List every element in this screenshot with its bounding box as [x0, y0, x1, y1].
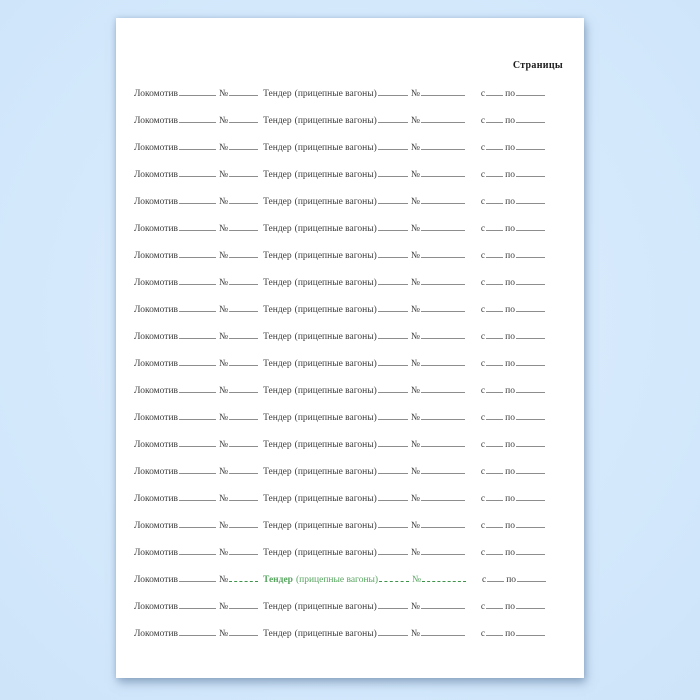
tender-label: Тендер — [263, 143, 292, 153]
form-row — [134, 513, 546, 540]
blank-line — [179, 176, 216, 177]
number-sign: № — [219, 89, 229, 99]
locomotive-label: Локомотив — [134, 575, 179, 585]
number-sign: № — [219, 521, 229, 531]
locomotive-label: Локомотив — [134, 386, 179, 396]
number-sign: № — [410, 251, 420, 261]
to-label: по — [505, 89, 515, 99]
blank-line — [422, 581, 466, 582]
tender-label: Тендер — [263, 170, 292, 180]
tender-paren-label: (прицепные вагоны) — [294, 170, 377, 180]
blank-line — [179, 284, 216, 285]
blank-line — [179, 338, 216, 339]
blank-line — [421, 635, 465, 636]
blank-line — [179, 419, 216, 420]
blank-line — [229, 149, 258, 150]
locomotive-label: Локомотив — [134, 521, 179, 531]
blank-line — [378, 122, 408, 123]
blank-line — [421, 122, 465, 123]
blank-line — [486, 608, 503, 609]
to-label: по — [505, 629, 515, 639]
number-sign: № — [219, 602, 229, 612]
form-row — [134, 621, 546, 648]
blank-line — [421, 338, 465, 339]
blank-line — [179, 554, 216, 555]
number-sign: № — [219, 224, 229, 234]
form-row — [134, 594, 546, 621]
blank-line — [517, 581, 546, 582]
number-sign: № — [410, 521, 420, 531]
blank-line — [421, 419, 465, 420]
blank-line — [516, 311, 545, 312]
to-label: по — [505, 440, 515, 450]
blank-line — [421, 230, 465, 231]
blank-line — [486, 149, 503, 150]
blank-line — [516, 203, 545, 204]
tender-paren-label: (прицепные вагоны) — [294, 224, 377, 234]
from-label: с — [480, 602, 486, 612]
form-row — [134, 108, 546, 135]
number-sign: № — [410, 170, 420, 180]
from-label: с — [480, 332, 486, 342]
to-label: по — [506, 575, 517, 585]
from-label: с — [480, 413, 486, 423]
form-row — [134, 243, 546, 270]
blank-line — [229, 500, 258, 501]
tender-paren-label: (прицепные вагоны) — [294, 629, 377, 639]
blank-line — [179, 203, 216, 204]
tender-label: Тендер — [263, 278, 292, 288]
locomotive-label: Локомотив — [134, 548, 179, 558]
number-sign: № — [219, 143, 229, 153]
number-sign: № — [410, 197, 420, 207]
tender-paren-label: (прицепные вагоны) — [294, 251, 377, 261]
blank-line — [378, 284, 408, 285]
locomotive-label: Локомотив — [134, 413, 179, 423]
number-sign: № — [410, 413, 420, 423]
to-label: по — [505, 305, 515, 315]
blank-line — [421, 446, 465, 447]
tender-paren-label: (прицепные вагоны) — [294, 116, 377, 126]
blank-line — [229, 230, 258, 231]
to-label: по — [505, 494, 515, 504]
number-sign: № — [410, 629, 420, 639]
tender-label: Тендер — [262, 575, 293, 585]
blank-line — [378, 527, 408, 528]
number-sign: № — [219, 278, 229, 288]
number-sign: № — [410, 602, 420, 612]
tender-label: Тендер — [263, 224, 292, 234]
number-sign: № — [219, 440, 229, 450]
form-row-watermarked — [134, 567, 546, 594]
to-label: по — [505, 359, 515, 369]
blank-line — [229, 581, 258, 582]
from-label: с — [482, 575, 487, 585]
blank-line — [486, 176, 503, 177]
blank-line — [516, 527, 545, 528]
blank-line — [516, 419, 545, 420]
tender-label: Тендер — [263, 467, 292, 477]
form-row — [134, 324, 546, 351]
blank-line — [378, 365, 408, 366]
blank-line — [516, 176, 545, 177]
tender-paren-label: (прицепные вагоны) — [294, 305, 377, 315]
tender-paren-label: (прицепные вагоны) — [294, 467, 377, 477]
locomotive-label: Локомотив — [134, 170, 179, 180]
blank-line — [421, 473, 465, 474]
blank-line — [486, 365, 503, 366]
blank-line — [486, 554, 503, 555]
to-label: по — [505, 521, 515, 531]
tender-paren-label: (прицепные вагоны) — [294, 197, 377, 207]
locomotive-label: Локомотив — [134, 467, 179, 477]
blank-line — [229, 635, 258, 636]
locomotive-label: Локомотив — [134, 629, 179, 639]
blank-line — [229, 365, 258, 366]
blank-line — [516, 446, 545, 447]
blank-line — [516, 500, 545, 501]
form-row — [134, 270, 546, 297]
blank-line — [486, 257, 503, 258]
blank-line — [516, 95, 545, 96]
blank-line — [179, 500, 216, 501]
blank-line — [516, 257, 545, 258]
blank-line — [516, 338, 545, 339]
blank-line — [179, 365, 216, 366]
form-row — [134, 486, 546, 513]
tender-paren-label: (прицепные вагоны) — [294, 440, 377, 450]
blank-line — [516, 635, 545, 636]
blank-line — [179, 446, 216, 447]
blank-line — [486, 95, 503, 96]
form-row — [134, 459, 546, 486]
form-row — [134, 216, 546, 243]
blank-line — [378, 149, 408, 150]
blank-line — [229, 419, 258, 420]
blank-line — [516, 608, 545, 609]
from-label: с — [480, 278, 486, 288]
locomotive-label: Локомотив — [134, 494, 179, 504]
to-label: по — [505, 386, 515, 396]
number-sign: № — [219, 413, 229, 423]
blank-line — [229, 311, 258, 312]
blank-line — [486, 338, 503, 339]
from-label: с — [480, 305, 486, 315]
from-label: с — [480, 359, 486, 369]
blank-line — [516, 365, 545, 366]
blank-line — [378, 95, 408, 96]
blank-line — [229, 473, 258, 474]
form-row — [134, 162, 546, 189]
tender-paren-label: (прицепные вагоны) — [294, 332, 377, 342]
to-label: по — [505, 116, 515, 126]
blank-line — [179, 257, 216, 258]
to-label: по — [505, 467, 515, 477]
number-sign: № — [219, 548, 229, 558]
blank-line — [421, 176, 465, 177]
number-sign: № — [410, 359, 420, 369]
blank-line — [516, 149, 545, 150]
to-label: по — [505, 143, 515, 153]
blank-line — [179, 95, 216, 96]
from-label: с — [480, 224, 486, 234]
blank-line — [421, 149, 465, 150]
blank-line — [229, 122, 258, 123]
tender-paren-label: (прицепные вагоны) — [294, 521, 377, 531]
number-sign: № — [410, 548, 420, 558]
blank-line — [421, 527, 465, 528]
blank-line — [516, 554, 545, 555]
blank-line — [378, 554, 408, 555]
blank-line — [229, 203, 258, 204]
number-sign: № — [410, 332, 420, 342]
form-row — [134, 378, 546, 405]
from-label: с — [480, 467, 486, 477]
blank-line — [378, 203, 408, 204]
number-sign: № — [410, 143, 420, 153]
number-sign: № — [219, 170, 229, 180]
blank-line — [179, 149, 216, 150]
blank-line — [229, 608, 258, 609]
number-sign: № — [410, 224, 420, 234]
blank-line — [516, 230, 545, 231]
blank-line — [486, 284, 503, 285]
from-label: с — [480, 197, 486, 207]
blank-line — [378, 500, 408, 501]
blank-line — [179, 230, 216, 231]
tender-paren-label: (прицепные вагоны) — [295, 575, 379, 585]
blank-line — [421, 203, 465, 204]
tender-label: Тендер — [263, 413, 292, 423]
tender-paren-label: (прицепные вагоны) — [294, 494, 377, 504]
tender-label: Тендер — [263, 629, 292, 639]
blank-line — [378, 392, 408, 393]
blank-line — [378, 176, 408, 177]
blank-line — [516, 473, 545, 474]
from-label: с — [480, 521, 486, 531]
tender-label: Тендер — [263, 548, 292, 558]
blank-line — [179, 473, 216, 474]
document-page — [116, 18, 584, 678]
from-label: с — [480, 440, 486, 450]
to-label: по — [505, 602, 515, 612]
blank-line — [378, 419, 408, 420]
locomotive-label: Локомотив — [134, 332, 179, 342]
from-label: с — [480, 116, 486, 126]
from-label: с — [480, 251, 486, 261]
form-rows — [134, 81, 546, 648]
blank-line — [229, 176, 258, 177]
number-sign: № — [410, 278, 420, 288]
number-sign: № — [219, 251, 229, 261]
number-sign: № — [219, 305, 229, 315]
tender-paren-label: (прицепные вагоны) — [294, 548, 377, 558]
form-row — [134, 432, 546, 459]
blank-line — [421, 365, 465, 366]
number-sign: № — [219, 494, 229, 504]
to-label: по — [505, 197, 515, 207]
blank-line — [229, 95, 258, 96]
blank-line — [486, 230, 503, 231]
from-label: с — [480, 143, 486, 153]
blank-line — [486, 203, 503, 204]
tender-paren-label: (прицепные вагоны) — [294, 143, 377, 153]
number-sign: № — [218, 575, 229, 585]
from-label: с — [480, 89, 486, 99]
blank-line — [486, 311, 503, 312]
blank-line — [378, 311, 408, 312]
number-sign: № — [219, 332, 229, 342]
from-label: с — [480, 386, 486, 396]
tender-paren-label: (прицепные вагоны) — [294, 278, 377, 288]
blank-line — [486, 446, 503, 447]
blank-line — [179, 311, 216, 312]
to-label: по — [505, 548, 515, 558]
blank-line — [421, 500, 465, 501]
tender-label: Тендер — [263, 197, 292, 207]
to-label: по — [505, 251, 515, 261]
form-row — [134, 351, 546, 378]
tender-label: Тендер — [263, 305, 292, 315]
blank-line — [486, 419, 503, 420]
blank-line — [516, 122, 545, 123]
blank-line — [486, 392, 503, 393]
tender-label: Тендер — [263, 602, 292, 612]
form-row — [134, 81, 546, 108]
number-sign: № — [410, 467, 420, 477]
blank-line — [229, 338, 258, 339]
blank-line — [486, 122, 503, 123]
tender-label: Тендер — [263, 440, 292, 450]
number-sign: № — [410, 116, 420, 126]
number-sign: № — [412, 575, 422, 585]
blank-line — [378, 338, 408, 339]
form-row — [134, 189, 546, 216]
locomotive-label: Локомотив — [134, 89, 179, 99]
blank-line — [378, 257, 408, 258]
tender-paren-label: (прицепные вагоны) — [294, 413, 377, 423]
locomotive-label: Локомотив — [134, 251, 179, 261]
blank-line — [378, 230, 408, 231]
locomotive-label: Локомотив — [134, 359, 179, 369]
locomotive-label: Локомотив — [134, 116, 179, 126]
number-sign: № — [410, 386, 420, 396]
to-label: по — [505, 170, 515, 180]
to-label: по — [505, 413, 515, 423]
blank-line — [486, 635, 503, 636]
to-label: по — [505, 332, 515, 342]
blank-line — [179, 527, 216, 528]
tender-label: Тендер — [263, 251, 292, 261]
number-sign: № — [410, 440, 420, 450]
locomotive-label: Локомотив — [134, 440, 179, 450]
number-sign: № — [219, 467, 229, 477]
number-sign: № — [219, 359, 229, 369]
tender-paren-label: (прицепные вагоны) — [294, 386, 377, 396]
tender-paren-label: (прицепные вагоны) — [294, 89, 377, 99]
form-row — [134, 135, 546, 162]
blank-line — [421, 608, 465, 609]
locomotive-label: Локомотив — [134, 305, 179, 315]
tender-label: Тендер — [263, 116, 292, 126]
blank-line — [421, 257, 465, 258]
tender-label: Тендер — [263, 359, 292, 369]
tender-label: Тендер — [263, 521, 292, 531]
blank-line — [378, 608, 408, 609]
number-sign: № — [219, 197, 229, 207]
blank-line — [229, 446, 258, 447]
blank-line — [179, 581, 216, 582]
tender-label: Тендер — [263, 89, 292, 99]
blank-line — [516, 392, 545, 393]
blank-line — [229, 284, 258, 285]
blank-line — [179, 392, 216, 393]
blank-line — [486, 473, 503, 474]
number-sign: № — [410, 89, 420, 99]
blank-line — [421, 392, 465, 393]
form-row — [134, 297, 546, 324]
blank-line — [421, 311, 465, 312]
blank-line — [229, 257, 258, 258]
to-label: по — [505, 278, 515, 288]
blank-line — [378, 446, 408, 447]
tender-label: Тендер — [263, 332, 292, 342]
blank-line — [378, 635, 408, 636]
blank-line — [229, 554, 258, 555]
form-row — [134, 405, 546, 432]
tender-paren-label: (прицепные вагоны) — [294, 359, 377, 369]
blank-line — [179, 608, 216, 609]
locomotive-label: Локомотив — [134, 197, 179, 207]
locomotive-label: Локомотив — [134, 278, 179, 288]
blank-line — [487, 581, 504, 582]
page-title: Страницы — [512, 60, 563, 71]
blank-line — [421, 284, 465, 285]
blank-line — [379, 581, 409, 582]
blank-line — [229, 527, 258, 528]
blank-line — [421, 95, 465, 96]
blank-line — [516, 284, 545, 285]
blank-line — [179, 635, 216, 636]
locomotive-label: Локомотив — [134, 602, 179, 612]
number-sign: № — [219, 386, 229, 396]
locomotive-label: Локомотив — [134, 224, 179, 234]
blank-line — [378, 473, 408, 474]
tender-label: Тендер — [263, 494, 292, 504]
blank-line — [421, 554, 465, 555]
form-row — [134, 540, 546, 567]
from-label: с — [480, 494, 486, 504]
tender-paren-label: (прицепные вагоны) — [294, 602, 377, 612]
from-label: с — [480, 548, 486, 558]
blank-line — [486, 500, 503, 501]
number-sign: № — [219, 116, 229, 126]
number-sign: № — [410, 305, 420, 315]
number-sign: № — [410, 494, 420, 504]
blank-line — [179, 122, 216, 123]
to-label: по — [505, 224, 515, 234]
number-sign: № — [219, 629, 229, 639]
from-label: с — [480, 170, 486, 180]
tender-label: Тендер — [263, 386, 292, 396]
locomotive-label: Локомотив — [134, 143, 179, 153]
blank-line — [486, 527, 503, 528]
from-label: с — [480, 629, 486, 639]
blank-line — [229, 392, 258, 393]
